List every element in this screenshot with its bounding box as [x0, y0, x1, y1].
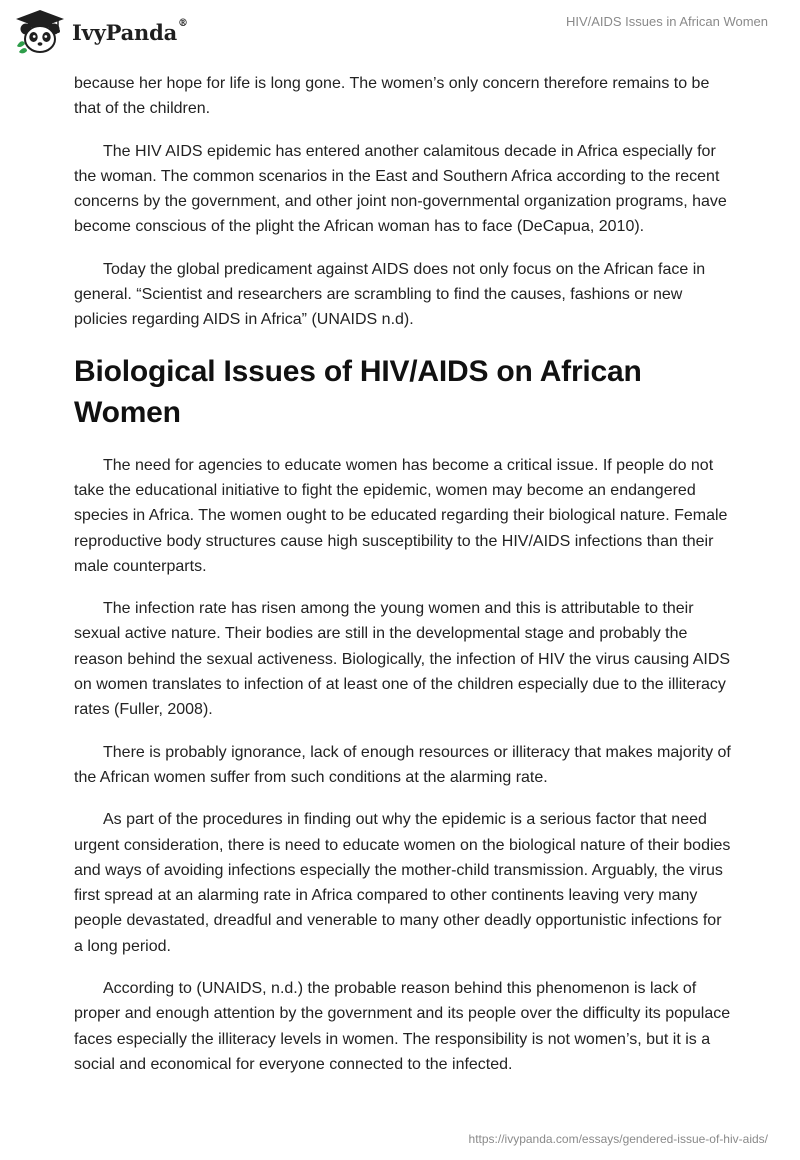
panda-graduate-icon: [14, 8, 66, 56]
ivypanda-logo[interactable]: [14, 8, 188, 56]
paragraph: The HIV AIDS epidemic has entered another calamitous decade in Africa especially for the woman. The common scenarios in the East and Southern Africa according to the recent concerns by the government, and other joint non-governmental organization programs, have become conscious of the plight the African woman has to face (DeCapua, 2010).: [74, 142, 727, 236]
paragraph: The infection rate has risen among the young women and this is attributable to their sexual active nature. Their bodies are still in the developmental stage and probably the reason behind the sexual activeness. Biologically, the infection of HIV the virus causing AIDS on women translates to infection of at least one of the children especially due to the illiteracy rates (Fuller, 2008).: [74, 600, 731, 719]
paragraph: As part of the procedures in finding out why the epidemic is a serious factor that need urgent consideration, there is need to educate women on the biological nature of their bodies and ways of avoiding infections especially the mother-child transmission. Arguably, the virus first spread at an alarming rate in Africa compared to other continents leaving very many people devastated, dreadful and venerable to many other deadly opportunistic infections for a long period.: [74, 811, 731, 955]
paragraph: There is probably ignorance, lack of enough resources or illiteracy that makes majority of the African women suffer from such conditions at the alarming rate.: [74, 743, 731, 786]
section-heading: Biological Issues of HIV/AIDS on African Women: [74, 354, 642, 429]
article-body: [74, 71, 734, 1094]
brand-name: IvyPanda®: [72, 17, 188, 45]
paragraph-continued: because her hope for life is long gone. The women’s only concern therefore remains to be that of the children.: [74, 75, 710, 118]
paragraph: According to (UNAIDS, n.d.) the probable reason behind this phenomenon is lack of proper and enough attention by the government and its people over the difficulty its populace faces especially the illiteracy levels in women. The responsibility is not women’s, but it is a social and economical for everyone connected to the infected.: [74, 980, 731, 1073]
document-title: HIV/AIDS Issues in African Women: [565, 14, 768, 29]
paragraph: Today the global predicament against AIDS does not only focus on the African face in general. “Scientist and researchers are scrambling to find the causes, fashions or new policies regarding AIDS in Africa” (UNAIDS n.d).: [74, 260, 706, 329]
page-header: [0, 0, 800, 64]
paragraph: The need for agencies to educate women has become a critical issue. If people do not take the educational initiative to fight the epidemic, women may become an endangered species in Africa. The women ought to be educated regarding their biological nature. Female reproductive body structures cause high susceptibility to the HIV/AIDS infections than their male counterparts.: [74, 456, 728, 575]
source-url[interactable]: https://ivypanda.com/essays/gendered-issue-of-hiv-aids/: [468, 1132, 768, 1146]
